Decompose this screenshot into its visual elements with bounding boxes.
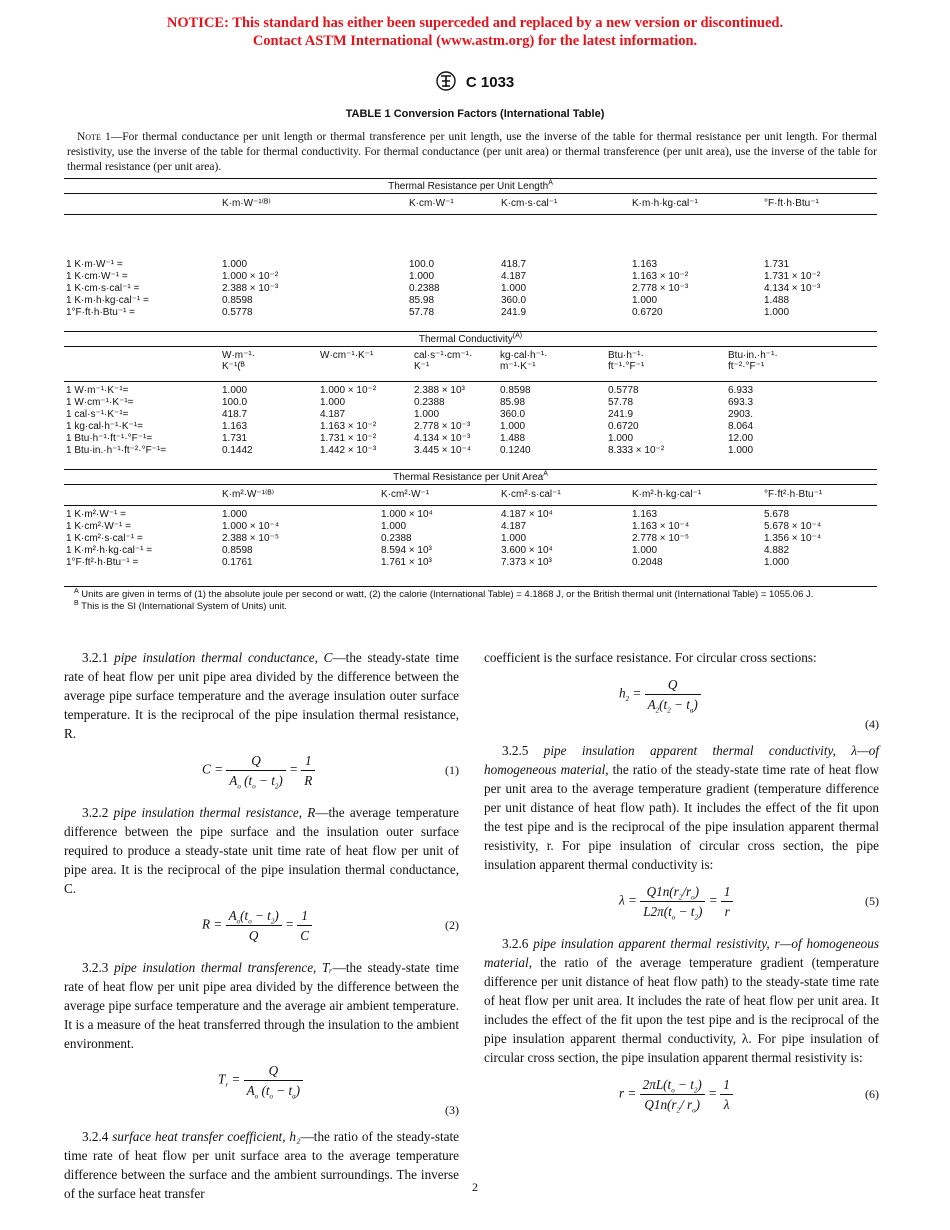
- table-cell: 1.163: [632, 509, 658, 520]
- table-cell: 1.731 × 10⁻²: [320, 433, 377, 444]
- table-cell: 1.731: [222, 433, 248, 444]
- table-cell: 4.187: [501, 271, 527, 282]
- table-cell: 2.388 × 10⁻⁵: [222, 533, 279, 544]
- column-header: K·cm·W⁻¹: [409, 198, 454, 209]
- table-cell: 85.98: [409, 295, 435, 306]
- equation-2: R = $\frac{A_o(t_o - t_2)}{Q}$ = $\frac{1}{C}$ (2): [202, 908, 459, 943]
- column-headers: [64, 347, 877, 382]
- table-cell: 0.8598: [222, 545, 253, 556]
- table-cell: 85.98: [500, 397, 526, 408]
- table-cell: 2.778 × 10⁻⁵: [632, 533, 689, 544]
- row-label: 1 K·cm·W⁻¹ =: [66, 271, 128, 282]
- table-cell: 5.678 × 10⁻⁴: [764, 521, 822, 532]
- column-header: kg·cal·h⁻¹· m⁻¹·K⁻¹: [500, 350, 548, 372]
- section-title: Thermal Conductivity$^{(A)}$: [64, 331, 877, 347]
- table-cell: 1.000: [414, 409, 440, 420]
- table-cell: 57.78: [608, 397, 634, 408]
- table-cell: 0.2048: [632, 557, 663, 568]
- para-3-2-4: 3.2.4 surface heat transfer coefficient, h₂—the ratio of the steady-state time rate of heat flow per unit surface area to the average temperature difference between the surface and the ambient surroundings. The inverse of the surface heat transfer: [64, 1129, 460, 1201]
- table-cell: 0.6720: [608, 421, 639, 432]
- table-cell: 1.000: [501, 533, 527, 544]
- footnote-b: $^B$ This is the SI (International System of Units) unit.: [74, 599, 288, 612]
- table-cell: 1.163 × 10⁻⁴: [632, 521, 690, 532]
- table-cell: 1.000: [500, 421, 526, 432]
- row-label: 1 K·m·W⁻¹ =: [66, 259, 123, 270]
- table-cell: 0.2388: [414, 397, 445, 408]
- table-cell: 12.00: [728, 433, 754, 444]
- row-label: 1 K·cm²·W⁻¹ =: [66, 521, 131, 532]
- left-column: [64, 648, 459, 1203]
- table-cell: 2.388 × 10⁻³: [222, 283, 279, 294]
- notice-line-2: Contact ASTM International (www.astm.org) for the latest information.: [252, 33, 698, 49]
- table-cell: 4.882: [764, 545, 790, 556]
- equation-5: λ = $\frac{Q1n(r_2/r_o)}{L2\pi(t_o - t_2)}$ = $\frac{1}{r}$ (5): [619, 884, 879, 922]
- row-label: 1°F·ft²·h·Btu⁻¹ =: [66, 557, 139, 568]
- table-body: [64, 382, 877, 472]
- table-cell: 1.000: [608, 433, 634, 444]
- column-header: K·cm²·s·cal⁻¹: [501, 489, 561, 500]
- row-label: 1 K·m·h·kg·cal⁻¹ =: [66, 295, 149, 306]
- table-cell: 4.134 × 10⁻³: [764, 283, 821, 294]
- para-3-2-2: 3.2.2 pipe insulation thermal resistance, R—the average temperature difference between the pipe surface and the insulation outer surface required to produce a steady-state unit time rate of heat flow per unit of pipe area. It is the reciprocal of the pipe insulation thermal conductance, C.: [64, 805, 459, 896]
- table-cell: 241.9: [608, 409, 634, 420]
- equation-3: $T_r$ = $\frac{Q}{A_o (t_o - t_a)}$ (3): [218, 1063, 459, 1117]
- table-cell: 6.933: [728, 385, 754, 396]
- table-cell: 0.5778: [222, 307, 253, 318]
- table-cell: 241.9: [501, 307, 527, 318]
- column-header: K·cm²·W⁻¹: [381, 489, 430, 500]
- column-header: K·m·h·kg·cal⁻¹: [632, 198, 698, 209]
- table-title: TABLE 1 Conversion Factors (International Table): [345, 108, 605, 120]
- table-cell: 2903.: [728, 409, 754, 420]
- table-cell: 1.488: [764, 295, 790, 306]
- column-header: K·m²·W⁻¹⁽ᴮ⁾: [222, 489, 275, 500]
- row-label: 1 Btu·in.·h⁻¹·ft⁻²·°F⁻¹=: [66, 445, 167, 456]
- table-cell: 693.3: [728, 397, 754, 408]
- table-cell: 1.163: [632, 259, 658, 270]
- column-headers: [64, 194, 877, 215]
- table-cell: 1.731: [764, 259, 790, 270]
- row-label: 1 W·m⁻¹·K⁻¹=: [66, 385, 129, 396]
- column-header: K·m²·h·kg·cal⁻¹: [632, 489, 702, 500]
- table-cell: 1.000: [501, 283, 527, 294]
- table-cell: 4.187 × 10⁴: [501, 509, 553, 520]
- table-cell: 1.000: [222, 509, 248, 520]
- column-header: cal·s⁻¹·cm⁻¹· K⁻¹: [414, 350, 473, 372]
- section-thermal-conductivity: [64, 331, 877, 472]
- table-cell: 418.7: [501, 259, 527, 270]
- table-cell: 0.6720: [632, 307, 663, 318]
- row-label: 1 K·cm·s·cal⁻¹ =: [66, 283, 140, 294]
- table-footnotes: [64, 586, 877, 613]
- column-header: °F·ft·h·Btu⁻¹: [764, 198, 819, 209]
- document-header: [0, 70, 950, 96]
- table-cell: 2.778 × 10⁻³: [632, 283, 689, 294]
- para-3-2-5: 3.2.5 pipe insulation apparent thermal conductivity, λ—of homogeneous material, the ratio of the steady-state time rate of heat flow per unit area to the average temperature gradient (temperature difference per unit distance of heat flow path). It includes the effect of the fit upon the test pipe and is the reciprocal of the pipe insulation apparent thermal resistivity, r. For pipe insulation of circular cross section, the pipe insulation apparent thermal conductivity is:: [484, 743, 880, 872]
- table-cell: 1.000: [409, 271, 435, 282]
- table-cell: 360.0: [500, 409, 526, 420]
- column-header: W·cm⁻¹·K⁻¹: [320, 350, 374, 361]
- table-cell: 1.000: [320, 397, 346, 408]
- table-cell: 1.000: [222, 259, 248, 270]
- table-cell: 1.000: [764, 307, 790, 318]
- table-cell: 1.488: [500, 433, 526, 444]
- table-cell: 100.0: [222, 397, 248, 408]
- equation-1: C = $\frac{Q}{A_o (t_o - t_2)}$ = $\frac{1}{R}$ (1): [202, 753, 459, 791]
- table-cell: 4.187: [501, 521, 527, 532]
- table-body: [64, 215, 877, 335]
- table-cell: 360.0: [501, 295, 527, 306]
- table-cell: 1.163: [222, 421, 248, 432]
- footnote-a: $^A$ Units are given in terms of (1) the absolute joule per second or watt, (2) the calorie (International Table) = 4.1868 J, or the British thermal unit (International Table) = 1055.06 J.: [74, 587, 814, 600]
- table-cell: 0.2388: [409, 283, 440, 294]
- table-cell: 1.163 × 10⁻²: [632, 271, 689, 282]
- table-cell: 8.594 × 10³: [381, 545, 432, 556]
- astm-logo-icon: [436, 70, 456, 96]
- para-3-2-6: 3.2.6 pipe insulation apparent thermal resistivity, r—of homogeneous material, the ratio of the average temperature gradient (temperature difference per unit distance of heat flow path) to the steady-state time rate of heat flow per unit area. It includes the rate of heat flow per unit area. It includes the effect of the fit upon the test pipe and is the reciprocal of the pipe insulation apparent thermal conductivity, λ. For pipe insulation of circular cross section, the pipe insulation apparent thermal resistivity is:: [484, 936, 879, 1065]
- para-3-2-1: 3.2.1 pipe insulation thermal conductance, C—the steady-state time rate of heat flow per unit pipe area divided by the difference between the average pipe surface temperature and the average insulation outer surface temperature. It is the reciprocal of the pipe insulation thermal resistance, R.: [64, 650, 459, 741]
- table-cell: 1.442 × 10⁻³: [320, 445, 377, 456]
- table-cell: 3.445 × 10⁻⁴: [414, 445, 472, 456]
- row-label: 1 Btu·h⁻¹·ft⁻¹·°F⁻¹=: [66, 433, 153, 444]
- column-header: Btu·in.·h⁻¹· ft⁻²·°F⁻¹: [728, 350, 778, 372]
- table-cell: 57.78: [409, 307, 435, 318]
- table-cell: 1.356 × 10⁻⁴: [764, 533, 822, 544]
- row-label: 1 K·m²·h·kg·cal⁻¹ =: [66, 545, 153, 556]
- note-text: —For thermal conductance per unit length or thermal transference per unit length, use the inverse of the table for thermal resistance per unit length. For thermal resistivity, use the inverse of the table for thermal conductivity. For thermal conductance (per unit area) or thermal transference (per unit area), use the inverse of the table for thermal resistance (per unit area).: [67, 131, 878, 173]
- table-cell: 5.678: [764, 509, 790, 520]
- table-cell: 3.600 × 10⁴: [501, 545, 553, 556]
- table-cell: 1.000: [728, 445, 754, 456]
- table-cell: 0.5778: [608, 385, 639, 396]
- column-header: K·cm·s·cal⁻¹: [501, 198, 558, 209]
- table-cell: 0.1761: [222, 557, 253, 568]
- table-cell: 100.0: [409, 259, 435, 270]
- row-label: 1 kg·cal·h⁻¹·K⁻¹=: [66, 421, 143, 432]
- table-cell: 1.163 × 10⁻²: [320, 421, 377, 432]
- table-cell: 1.000: [381, 521, 407, 532]
- para-3-2-3: 3.2.3 pipe insulation thermal transference, Tᵣ—the steady-state time rate of heat flow per unit pipe area divided by the difference between the average pipe surface temperature and the average air ambient temperature. It is a measure of the heat transferred through the insulation to the ambient environment.: [64, 960, 460, 1051]
- table-cell: 0.8598: [222, 295, 253, 306]
- column-header: W·m⁻¹· K⁻¹(ᴮ: [222, 350, 256, 372]
- table-cell: 4.134 × 10⁻³: [414, 433, 471, 444]
- table-cell: 1.761 × 10³: [381, 557, 432, 568]
- column-header: K·m·W⁻¹⁽ᴮ⁾: [222, 198, 271, 209]
- table-cell: 4.187: [320, 409, 346, 420]
- table-cell: 8.064: [728, 421, 754, 432]
- section-resistance-area: [64, 469, 877, 578]
- table-cell: 1.000 × 10⁻²: [222, 271, 279, 282]
- table-cell: 1.000 × 10⁴: [381, 509, 433, 520]
- standard-notice: [0, 14, 950, 50]
- table-cell: 1.000: [764, 557, 790, 568]
- row-label: 1 cal·s⁻¹·K⁻¹=: [66, 409, 129, 420]
- table-cell: 0.2388: [381, 533, 412, 544]
- row-label: 1 K·m²·W⁻¹ =: [66, 509, 126, 520]
- section-title: Thermal Resistance per Unit Area$^A$: [64, 469, 877, 485]
- section-title: Thermal Resistance per Unit Length$^A$: [64, 178, 877, 194]
- column-header: °F·ft²·h·Btu⁻¹: [764, 489, 823, 500]
- notice-line-1: NOTICE: This standard has either been superceded and replaced by a new version or discontinued.: [166, 15, 784, 31]
- equation-6: r = $\frac{2\pi L(t_o - t_2)}{Q1n(r_2/ r_o)}$ = $\frac{1}{\lambda}$ (6): [619, 1077, 879, 1115]
- table-cell: 8.333 × 10⁻²: [608, 445, 665, 456]
- table-cell: 1.000: [632, 295, 658, 306]
- table-cell: 1.000: [632, 545, 658, 556]
- designation: C 1033: [465, 73, 515, 91]
- table-cell: 1.000: [222, 385, 248, 396]
- row-label: 1 K·cm²·s·cal⁻¹ =: [66, 533, 143, 544]
- equation-4: $h_2$ = $\frac{Q}{A_2(t_2 - t_a)}$ (4): [619, 677, 879, 731]
- table-cell: 7.373 × 10³: [501, 557, 552, 568]
- column-header: Btu·h⁻¹· ft⁻¹·°F⁻¹: [608, 350, 645, 372]
- right-column: [484, 648, 879, 1127]
- row-label: 1°F·ft·h·Btu⁻¹ =: [66, 307, 136, 318]
- table-cell: 1.000 × 10⁻²: [320, 385, 377, 396]
- column-headers: [64, 485, 877, 506]
- table-cell: 1.000 × 10⁻⁴: [222, 521, 280, 532]
- table-body: [64, 506, 877, 578]
- row-label: 1 W·cm⁻¹·K⁻¹=: [66, 397, 134, 408]
- table-cell: 0.1240: [500, 445, 531, 456]
- table-cell: 2.778 × 10⁻³: [414, 421, 471, 432]
- table-note: [67, 130, 877, 175]
- para-3-2-4-cont: coefficient is the surface resistance. For circular cross sections:: [484, 650, 817, 665]
- table-cell: 1.731 × 10⁻²: [764, 271, 821, 282]
- section-resistance-length: [64, 178, 877, 335]
- table-cell: 2.388 × 10³: [414, 385, 465, 396]
- table-cell: 0.1442: [222, 445, 253, 456]
- table-cell: 0.8598: [500, 385, 531, 396]
- table-cell: 418.7: [222, 409, 248, 420]
- page-number: 2: [472, 1180, 478, 1194]
- note-label: Note 1: [77, 131, 111, 143]
